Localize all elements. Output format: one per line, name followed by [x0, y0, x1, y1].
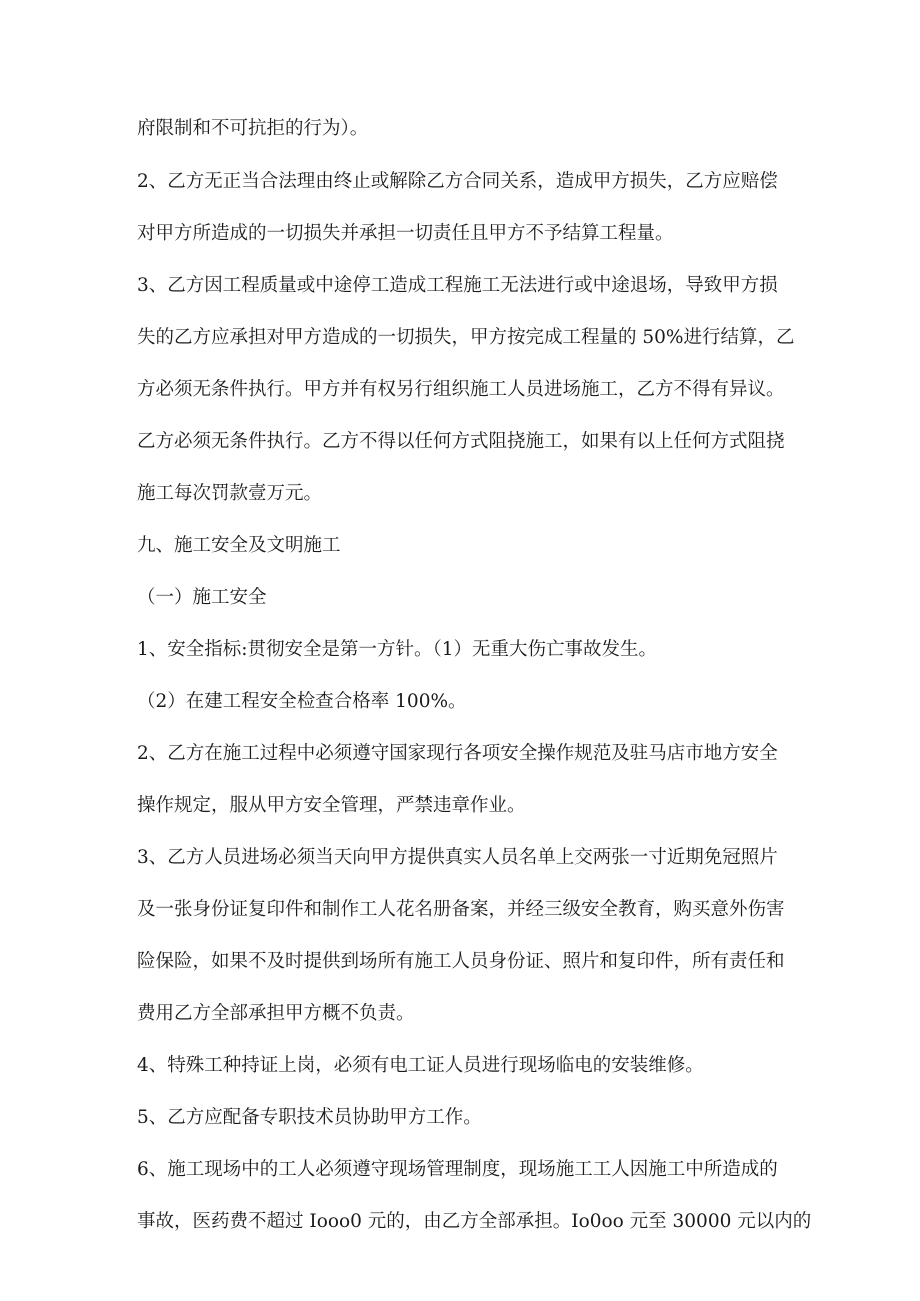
- text-line: 2、乙方在施工过程中必须遵守国家现行各项安全操作规范及驻马店市地方安全: [137, 743, 778, 764]
- text-line: 对甲方所造成的一切损失并承担一切责任且甲方不予结算工程量。: [137, 223, 674, 244]
- text-line: 施工每次罚款壹万元。: [137, 483, 323, 504]
- text-line: 2、乙方无正当合法理由终止或解除乙方合同关系，造成甲方损失，乙方应赔偿: [137, 171, 778, 192]
- text-line: 4、特殊工种持证上岗，必须有电工证人员进行现场临电的安装维修。: [137, 1055, 704, 1076]
- text-line: 5、乙方应配备专职技术员协助甲方工作。: [137, 1107, 482, 1128]
- text-line: 操作规定，服从甲方安全管理，严禁违章作业。: [137, 795, 526, 816]
- text-line: 3、乙方人员进场必须当天向甲方提供真实人员名单上交两张一寸近期免冠照片: [137, 847, 778, 868]
- subsection-heading: （一）施工安全: [137, 587, 267, 608]
- text-line: 府限制和不可抗拒的行为）。: [137, 118, 369, 139]
- text-line: （2）在建工程安全检查合格率 100%。: [137, 691, 467, 712]
- text-line: 6、施工现场中的工人必须遵守现场管理制度，现场施工工人因施工中所造成的: [137, 1159, 778, 1180]
- text-line: 方必须无条件执行。甲方并有权另行组织施工人员进场施工，乙方不得有异议。: [137, 379, 785, 400]
- text-line: 乙方必须无条件执行。乙方不得以任何方式阻挠施工，如果有以上任何方式阻挠: [137, 431, 785, 452]
- text-line: 失的乙方应承担对甲方造成的一切损失，甲方按完成工程量的 50%进行结算，乙: [137, 327, 795, 348]
- text-line: 3、乙方因工程质量或中途停工造成工程施工无法进行或中途退场，导致甲方损: [137, 275, 778, 296]
- text-line: 及一张身份证复印件和制作工人花名册备案，并经三级安全教育，购买意外伤害: [137, 899, 785, 920]
- text-line: 1、安全指标:贯彻安全是第一方针。（1）无重大伤亡事故发生。: [137, 639, 658, 660]
- text-line: 费用乙方全部承担甲方概不负责。: [137, 1003, 415, 1024]
- text-line: 事故，医药费不超过 Iooo0 元的，由乙方全部承担。Io0oo 元至 30000 元以内的: [137, 1211, 812, 1232]
- text-line: 险保险，如果不及时提供到场所有施工人员身份证、照片和复印件，所有责任和: [137, 951, 785, 972]
- section-heading: 九、施工安全及文明施工: [137, 535, 341, 556]
